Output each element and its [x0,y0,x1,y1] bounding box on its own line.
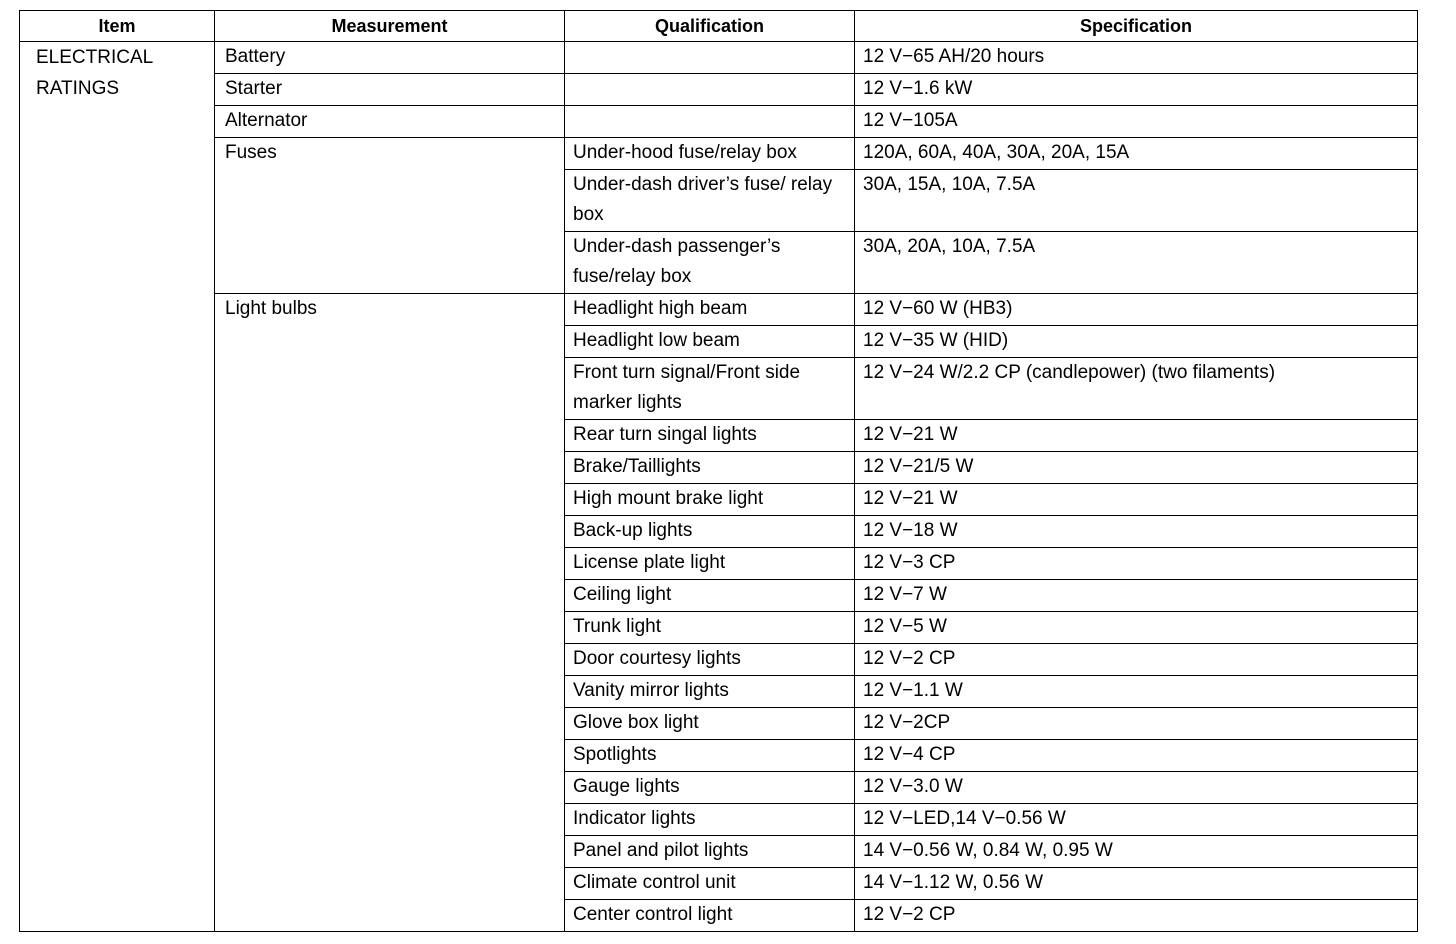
item-electrical-ratings: ELECTRICAL RATINGS [20,42,215,932]
specification-cell: 14 V−0.56 W, 0.84 W, 0.95 W [855,836,1418,868]
specification-cell: 120A, 60A, 40A, 30A, 20A, 15A [855,138,1418,170]
qualification-cell: Rear turn singal lights [565,420,855,452]
qualification-cell: Under-dash passenger’s fuse/relay box [565,232,855,294]
qualification-cell: Ceiling light [565,580,855,612]
table-row [20,42,1418,74]
qualification-cell: Indicator lights [565,804,855,836]
qualification-cell: Climate control unit [565,868,855,900]
header-specification: Specification [855,11,1418,42]
specification-cell: 14 V−1.12 W, 0.56 W [855,868,1418,900]
specification-cell: 12 V−1.1 W [855,676,1418,708]
measurement-battery: Battery [215,42,565,74]
specification-cell: 12 V−65 AH/20 hours [855,42,1418,74]
specification-cell: 12 V−24 W/2.2 CP (candlepower) (two filaments) [855,358,1418,420]
qualification-cell [565,106,855,138]
qualification-cell: Panel and pilot lights [565,836,855,868]
table-row [20,294,1418,326]
qualification-cell [565,74,855,106]
specification-cell: 30A, 20A, 10A, 7.5A [855,232,1418,294]
qualification-cell: Under-dash driver’s fuse/ relay box [565,170,855,232]
specification-cell: 12 V−3 CP [855,548,1418,580]
specification-cell: 12 V−18 W [855,516,1418,548]
qualification-cell [565,42,855,74]
specification-cell: 12 V−1.6 kW [855,74,1418,106]
header-item: Item [20,11,215,42]
qualification-cell: Door courtesy lights [565,644,855,676]
qualification-cell: Back-up lights [565,516,855,548]
specification-cell: 12 V−3.0 W [855,772,1418,804]
measurement-starter: Starter [215,74,565,106]
specification-cell: 12 V−60 W (HB3) [855,294,1418,326]
specification-cell: 12 V−21 W [855,420,1418,452]
specification-cell: 30A, 15A, 10A, 7.5A [855,170,1418,232]
specification-cell: 12 V−LED,14 V−0.56 W [855,804,1418,836]
header-measurement: Measurement [215,11,565,42]
measurement-fuses: Fuses [215,138,565,294]
specification-cell: 12 V−5 W [855,612,1418,644]
qualification-cell: High mount brake light [565,484,855,516]
electrical-ratings-table [19,10,1418,932]
qualification-cell: License plate light [565,548,855,580]
qualification-cell: Headlight high beam [565,294,855,326]
specification-cell: 12 V−2 CP [855,644,1418,676]
qualification-cell: Center control light [565,900,855,932]
qualification-cell: Trunk light [565,612,855,644]
specification-cell: 12 V−21/5 W [855,452,1418,484]
measurement-alternator: Alternator [215,106,565,138]
qualification-cell: Spotlights [565,740,855,772]
specification-cell: 12 V−35 W (HID) [855,326,1418,358]
table-row [20,106,1418,138]
qualification-cell: Glove box light [565,708,855,740]
table-row [20,138,1418,170]
table-body [20,42,1418,932]
specification-cell: 12 V−2 CP [855,900,1418,932]
qualification-cell: Headlight low beam [565,326,855,358]
qualification-cell: Gauge lights [565,772,855,804]
table-row [20,74,1418,106]
qualification-cell: Under-hood fuse/relay box [565,138,855,170]
qualification-cell: Vanity mirror lights [565,676,855,708]
qualification-cell: Brake/Taillights [565,452,855,484]
measurement-light-bulbs: Light bulbs [215,294,565,932]
header-qualification: Qualification [565,11,855,42]
qualification-cell: Front turn signal/Front side marker lights [565,358,855,420]
specification-cell: 12 V−21 W [855,484,1418,516]
specification-cell: 12 V−7 W [855,580,1418,612]
specification-cell: 12 V−2CP [855,708,1418,740]
specification-cell: 12 V−4 CP [855,740,1418,772]
table-header [20,11,1418,42]
specification-cell: 12 V−105A [855,106,1418,138]
